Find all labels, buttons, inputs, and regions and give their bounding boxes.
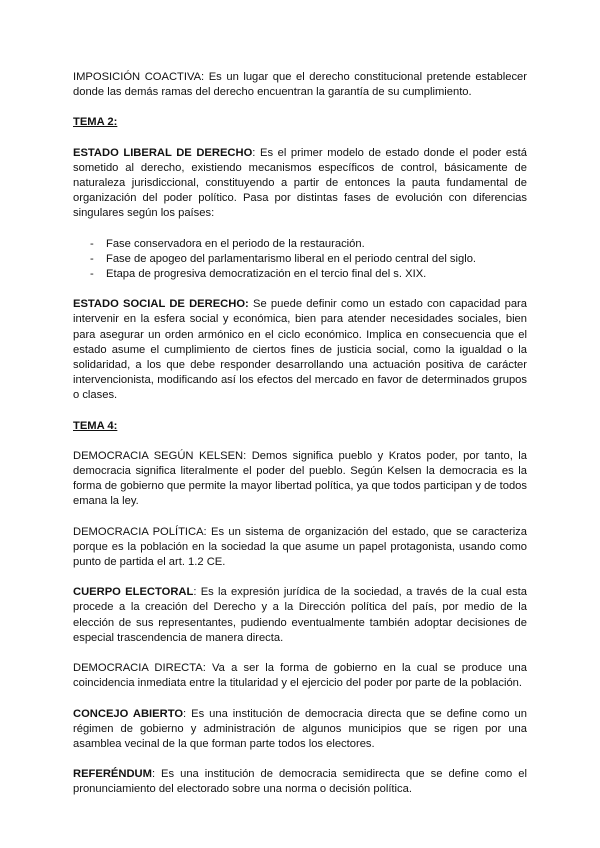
paragraph-imposicion-coactiva: IMPOSICIÓN COACTIVA: Es un lugar que el derecho constitucional pretende establecer donde las demás ramas del derecho encuentran la garantía de su cumplimiento.: [73, 71, 527, 99]
dash-bullet-icon: -: [90, 268, 94, 281]
paragraph-democracia-kelsen: DEMOCRACIA SEGÚN KELSEN: Demos significa pueblo y Kratos poder, por tanto, la democracia significa literalmente el poder del pueblo. Según Kelsen la democracia es la forma de gobierno que permite la mayor libertad política, ya que todos participan y de todos emana la ley.: [73, 449, 527, 508]
definition-concejo-abierto: : Es una institución de democracia directa que se define como un régimen de gobierno y administración de algunos municipios que se rigen por una asamblea vecinal de la que forman parte todos los electores.: [73, 707, 527, 750]
document-body: [73, 70, 527, 798]
heading-tema-2: [73, 115, 527, 130]
list-item-text: Fase conservadora en el periodo de la restauración.: [106, 237, 365, 250]
term-estado-liberal: ESTADO LIBERAL DE DERECHO: [73, 146, 253, 159]
definition-estado-liberal: : Es el primer modelo de estado donde el poder está sometido al derecho, existiendo mecanismos específicos de control, básicamente de naturaleza jurisdiccional, constituyendo a partir de entonces la pauta fundamental de organización del poder político. Pasa por distintas fases de evolución con diferencias singulares según los países:: [73, 146, 527, 220]
tema-4-label: TEMA 4:: [73, 419, 118, 432]
heading-tema-4: [73, 419, 527, 434]
term-cuerpo-electoral: CUERPO ELECTORAL: [73, 586, 194, 599]
paragraph-concejo-abierto: [73, 707, 527, 753]
paragraph-democracia-politica: DEMOCRACIA POLÍTICA: Es un sistema de organización del estado, que se caracteriza porque es la población en la sociedad la que asume un papel protagonista, usando como punto de partida el art. 1.2 CE.: [73, 525, 527, 569]
paragraph-cuerpo-electoral: [73, 585, 527, 646]
term-referendum: REFERÉNDUM: [73, 768, 152, 781]
list-item-text: Fase de apogeo del parlamentarismo liberal en el periodo central del siglo.: [106, 252, 477, 265]
list-item: [73, 237, 527, 252]
dash-bullet-icon: -: [90, 237, 94, 250]
paragraph-referendum: [73, 767, 527, 797]
tema-2-label: TEMA 2:: [73, 116, 118, 129]
dash-bullet-icon: -: [90, 252, 94, 265]
paragraph-estado-social: [73, 297, 527, 403]
term-concejo-abierto: CONCEJO ABIERTO: [73, 707, 184, 720]
list-item-text: Etapa de progresiva democratización en el tercio final del s. XIX.: [106, 268, 427, 281]
paragraph-democracia-directa: DEMOCRACIA DIRECTA: Va a ser la forma de gobierno en la cual se produce una coincidencia inmediata entre la titularidad y el ejercicio del poder por parte de la población.: [73, 662, 527, 690]
phases-list: [73, 237, 527, 283]
paragraph-estado-liberal: [73, 146, 527, 222]
definition-referendum: : Es una institución de democracia semidirecta que se define como el pronunciamiento del electorado sobre una norma o decisión política.: [73, 768, 527, 796]
definition-estado-social: Se puede definir como un estado con capacidad para intervenir en la esfera social y económica, bien para atender necesidades sociales, bien para asegurar un orden armónico en el ciclo económico. Implica en consecuencia que el estado asume el cumplimiento de ciertos fines de justicia social, como la igualdad o la solidaridad, a los que debe responder desarrollando una actuación positiva de carácter intervencionista, modificando así los efectos del mercado en favor de determinados grupos o clases.: [73, 298, 527, 402]
list-item: [73, 252, 527, 267]
definition-cuerpo-electoral: : Es la expresión jurídica de la sociedad, a través de la cual esta procede a la creación del Derecho y a la Dirección política del país, por medio de la elección de sus representantes, pudiendo eventualmente también adoptar decisiones de especial trascendencia de manera directa.: [73, 586, 527, 644]
list-item: [73, 267, 527, 282]
term-estado-social: ESTADO SOCIAL DE DERECHO:: [73, 298, 249, 311]
